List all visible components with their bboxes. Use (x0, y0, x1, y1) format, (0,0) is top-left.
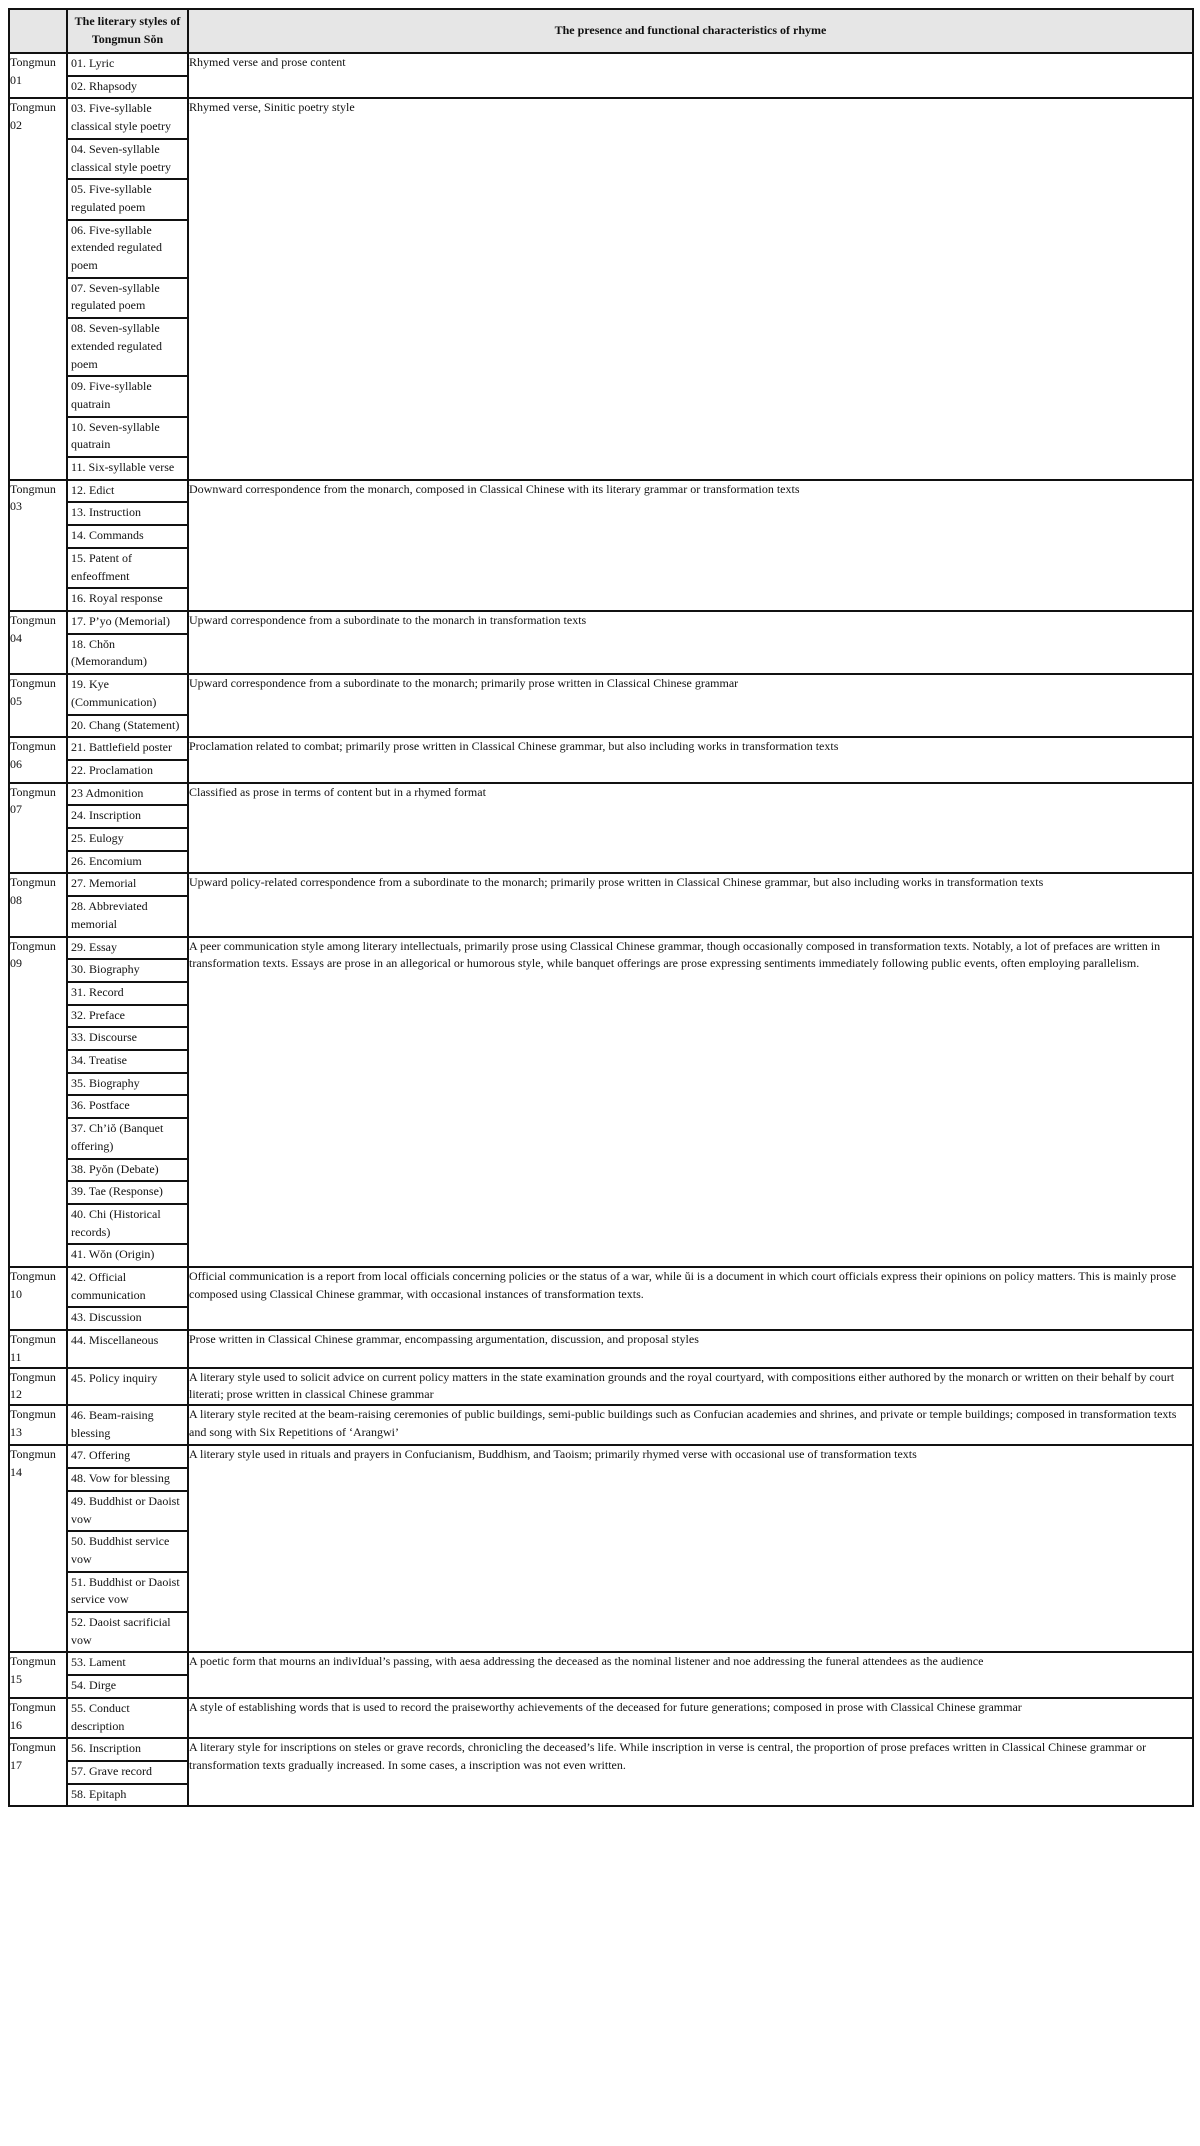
table-row (9, 611, 1193, 674)
style-list (68, 1446, 187, 1651)
rhyme-description: A literary style recited at the beam-raising ceremonies of public buildings, semi-public buildings such as Confucian academies and shrines, and private or temple buildings; composed in transformation texts and song with Six Repetitions of ‘Arangwi’ (188, 1405, 1193, 1445)
style-list (68, 481, 187, 610)
style-item: 08. Seven-syllable extended regulated poem (68, 317, 187, 375)
style-item: 03. Five-syllable classical style poetry (71, 101, 171, 134)
table-body (9, 53, 1193, 1806)
style-list-cell (67, 1368, 188, 1405)
style-item: 17. P’yo (Memorial) (71, 613, 170, 628)
style-item: 09. Five-syllable quatrain (68, 375, 187, 415)
style-list (68, 1331, 187, 1352)
style-item: 01. Lyric (71, 56, 115, 70)
style-list-cell (67, 480, 188, 611)
header-row (9, 9, 1193, 53)
group-label: Tongmun 09 (9, 937, 67, 1268)
table-row (9, 783, 1193, 874)
style-item: 44. Miscellaneous (71, 1333, 159, 1348)
style-item: 31. Record (68, 981, 187, 1004)
style-item: 34. Treatise (68, 1049, 187, 1072)
rhyme-description: A peer communication style among literary intellectuals, primarily prose using Classical Chinese grammar, though occasionally composed in transformation texts. Notably, a lot of prefaces are written in transformation texts. Essays are prose in an allegorical or humorous style, while banquet offerings are prose expressing sentiments immediately following public events, often employing parallelism. (188, 937, 1193, 1268)
style-item: 05. Five-syllable regulated poem (68, 178, 187, 218)
style-list (68, 54, 187, 97)
style-item: 15. Patent of enfeoffment (68, 547, 187, 587)
style-item: 35. Biography (68, 1072, 187, 1095)
group-label: Tongmun 17 (9, 1738, 67, 1806)
style-item: 54. Dirge (68, 1674, 187, 1697)
style-list-cell (67, 937, 188, 1268)
rhyme-description: A poetic form that mourns an indivIdual’s passing, with aesa addressing the deceased as the nominal listener and noe addressing the funeral attendees as the audience (188, 1652, 1193, 1697)
group-label: Tongmun 13 (9, 1405, 67, 1445)
style-item: 33. Discourse (68, 1026, 187, 1049)
header-col-rhyme: The presence and functional characteristics of rhyme (188, 9, 1193, 53)
style-list (68, 738, 187, 781)
rhyme-description: Upward policy-related correspondence from a subordinate to the monarch; primarily prose written in Classical Chinese grammar, but also including works in transformation texts (188, 873, 1193, 936)
style-item: 52. Daoist sacrificial vow (68, 1611, 187, 1651)
group-label: Tongmun 11 (9, 1330, 67, 1367)
style-list-cell (67, 1738, 188, 1806)
style-item: 12. Edict (71, 482, 115, 497)
style-list (68, 612, 187, 673)
style-item: 30. Biography (68, 958, 187, 981)
style-item: 07. Seven-syllable regulated poem (68, 277, 187, 317)
rhyme-description: Proclamation related to combat; primarily prose written in Classical Chinese grammar, but also including works in transformation texts (188, 737, 1193, 782)
style-list (68, 1268, 187, 1329)
style-list-cell (67, 737, 188, 782)
table-row (9, 1652, 1193, 1697)
style-item: 22. Proclamation (68, 759, 187, 782)
style-item: 55. Conduct description (71, 1700, 130, 1733)
style-item: 04. Seven-syllable classical style poetry (68, 138, 187, 178)
style-list (68, 784, 187, 873)
group-label: Tongmun 12 (9, 1368, 67, 1405)
style-item: 42. Official communication (71, 1270, 146, 1302)
table-row (9, 98, 1193, 479)
style-item: 47. Offering (71, 1448, 131, 1463)
table-row (9, 1405, 1193, 1445)
rhyme-description: Upward correspondence from a subordinate to the monarch; primarily prose written in Classical Chinese grammar (188, 674, 1193, 737)
style-list (68, 1369, 187, 1390)
style-item: 19. Kye (Communication) (71, 677, 157, 709)
style-list-cell (67, 783, 188, 874)
style-item: 32. Preface (68, 1004, 187, 1027)
style-item: 39. Tae (Response) (68, 1180, 187, 1203)
group-label: Tongmun 03 (9, 480, 67, 611)
table-row (9, 937, 1193, 1268)
style-item: 11. Six-syllable verse (68, 456, 187, 479)
style-item: 43. Discussion (68, 1306, 187, 1329)
rhyme-description: A literary style used to solicit advice on current policy matters in the state examination grounds and the royal courtyard, with compositions either authored by the monarch or written on their behalf by court literati; prose written in classical Chinese grammar (188, 1368, 1193, 1405)
rhyme-description: Downward correspondence from the monarch, composed in Classical Chinese with its literary grammar or transformation texts (188, 480, 1193, 611)
style-item: 25. Eulogy (68, 827, 187, 850)
table-row (9, 873, 1193, 936)
group-label: Tongmun 16 (9, 1698, 67, 1738)
style-item: 46. Beam-raising blessing (71, 1408, 154, 1440)
table-row (9, 1267, 1193, 1330)
table-row (9, 53, 1193, 98)
style-item: 41. Wŏn (Origin) (68, 1243, 187, 1266)
group-label: Tongmun 07 (9, 783, 67, 874)
header-col-styles: The literary styles of Tongmun Sŏn (67, 9, 188, 53)
style-list (68, 1406, 187, 1444)
table-row (9, 480, 1193, 611)
table-row (9, 1368, 1193, 1405)
table-row (9, 1330, 1193, 1367)
rhyme-description: Rhymed verse and prose content (188, 53, 1193, 98)
style-item: 58. Epitaph (68, 1783, 187, 1806)
rhyme-description: A style of establishing words that is used to record the praiseworthy achievements of the deceased for future generations; composed in prose with Classical Chinese grammar (188, 1698, 1193, 1738)
rhyme-description: Upward correspondence from a subordinate to the monarch in transformation texts (188, 611, 1193, 674)
table-row (9, 737, 1193, 782)
style-item: 10. Seven-syllable quatrain (68, 416, 187, 456)
style-item: 24. Inscription (68, 804, 187, 827)
table-row (9, 1738, 1193, 1806)
table-row (9, 1445, 1193, 1652)
style-item: 14. Commands (68, 524, 187, 547)
style-item: 29. Essay (71, 939, 117, 954)
style-item: 13. Instruction (68, 501, 187, 524)
style-item: 27. Memorial (71, 876, 137, 891)
table-row (9, 1698, 1193, 1738)
group-label: Tongmun 02 (9, 98, 67, 479)
style-item: 21. Battlefield poster (71, 740, 172, 755)
style-item: 16. Royal response (68, 587, 187, 610)
style-list-cell (67, 674, 188, 737)
group-label: Tongmun 10 (9, 1267, 67, 1330)
style-list-cell (67, 1267, 188, 1330)
style-list-cell (67, 611, 188, 674)
style-item: 37. Ch’iŏ (Banquet offering) (68, 1117, 187, 1157)
style-list-cell (67, 1445, 188, 1652)
table-row (9, 674, 1193, 737)
rhyme-description: Prose written in Classical Chinese grammar, encompassing argumentation, discussion, and proposal styles (188, 1330, 1193, 1367)
style-item: 40. Chi (Historical records) (68, 1203, 187, 1243)
style-list-cell (67, 873, 188, 936)
group-label: Tongmun 06 (9, 737, 67, 782)
rhyme-description: Classified as prose in terms of content but in a rhymed format (188, 783, 1193, 874)
style-item: 02. Rhapsody (68, 75, 187, 98)
style-item: 18. Chŏn (Memorandum) (68, 633, 187, 673)
style-item: 06. Five-syllable extended regulated poem (68, 219, 187, 277)
style-list (68, 99, 187, 478)
group-label: Tongmun 14 (9, 1445, 67, 1652)
style-item: 49. Buddhist or Daoist vow (68, 1490, 187, 1530)
style-item: 28. Abbreviated memorial (68, 895, 187, 935)
style-item: 53. Lament (71, 1655, 126, 1670)
rhyme-description: A literary style used in rituals and prayers in Confucianism, Buddhism, and Taoism; primarily rhymed verse with occasional use of transformation texts (188, 1445, 1193, 1652)
rhyme-description: Official communication is a report from local officials concerning policies or the status of a war, while ŭi is a document in which court officials express their opinions on policy matters. This is mainly prose composed using Classical Chinese grammar, with occasional instances of transformation texts. (188, 1267, 1193, 1330)
group-label: Tongmun 08 (9, 873, 67, 936)
literary-styles-table (8, 8, 1194, 1807)
document (8, 8, 1192, 1807)
style-item: 20. Chang (Statement) (68, 714, 187, 737)
style-item: 36. Postface (68, 1094, 187, 1117)
style-item: 57. Grave record (68, 1760, 187, 1783)
style-list (68, 1653, 187, 1696)
style-list-cell (67, 1405, 188, 1445)
style-item: 56. Inscription (71, 1741, 141, 1756)
style-list (68, 675, 187, 736)
header-col-group (9, 9, 67, 53)
style-item: 45. Policy inquiry (71, 1370, 158, 1385)
group-label: Tongmun 04 (9, 611, 67, 674)
style-list-cell (67, 1698, 188, 1738)
style-item: 23 Admonition (71, 785, 144, 800)
rhyme-description: Rhymed verse, Sinitic poetry style (188, 98, 1193, 479)
style-item: 48. Vow for blessing (68, 1467, 187, 1490)
style-item: 38. Pyŏn (Debate) (68, 1158, 187, 1181)
style-list (68, 1699, 187, 1737)
group-label: Tongmun 15 (9, 1652, 67, 1697)
style-list (68, 874, 187, 935)
group-label: Tongmun 05 (9, 674, 67, 737)
style-list-cell (67, 1652, 188, 1697)
style-item: 26. Encomium (68, 850, 187, 873)
group-label: Tongmun 01 (9, 53, 67, 98)
style-list (68, 938, 187, 1267)
style-list (68, 1739, 187, 1805)
style-item: 51. Buddhist or Daoist service vow (68, 1571, 187, 1611)
style-list-cell (67, 1330, 188, 1367)
style-list-cell (67, 53, 188, 98)
style-list-cell (67, 98, 188, 479)
rhyme-description: A literary style for inscriptions on steles or grave records, chronicling the deceased’s life. While inscription in verse is central, the proportion of prose prefaces written in Classical Chinese grammar or transformation texts gradually increased. In some cases, a inscription was not even written. (188, 1738, 1193, 1806)
style-item: 50. Buddhist service vow (68, 1530, 187, 1570)
